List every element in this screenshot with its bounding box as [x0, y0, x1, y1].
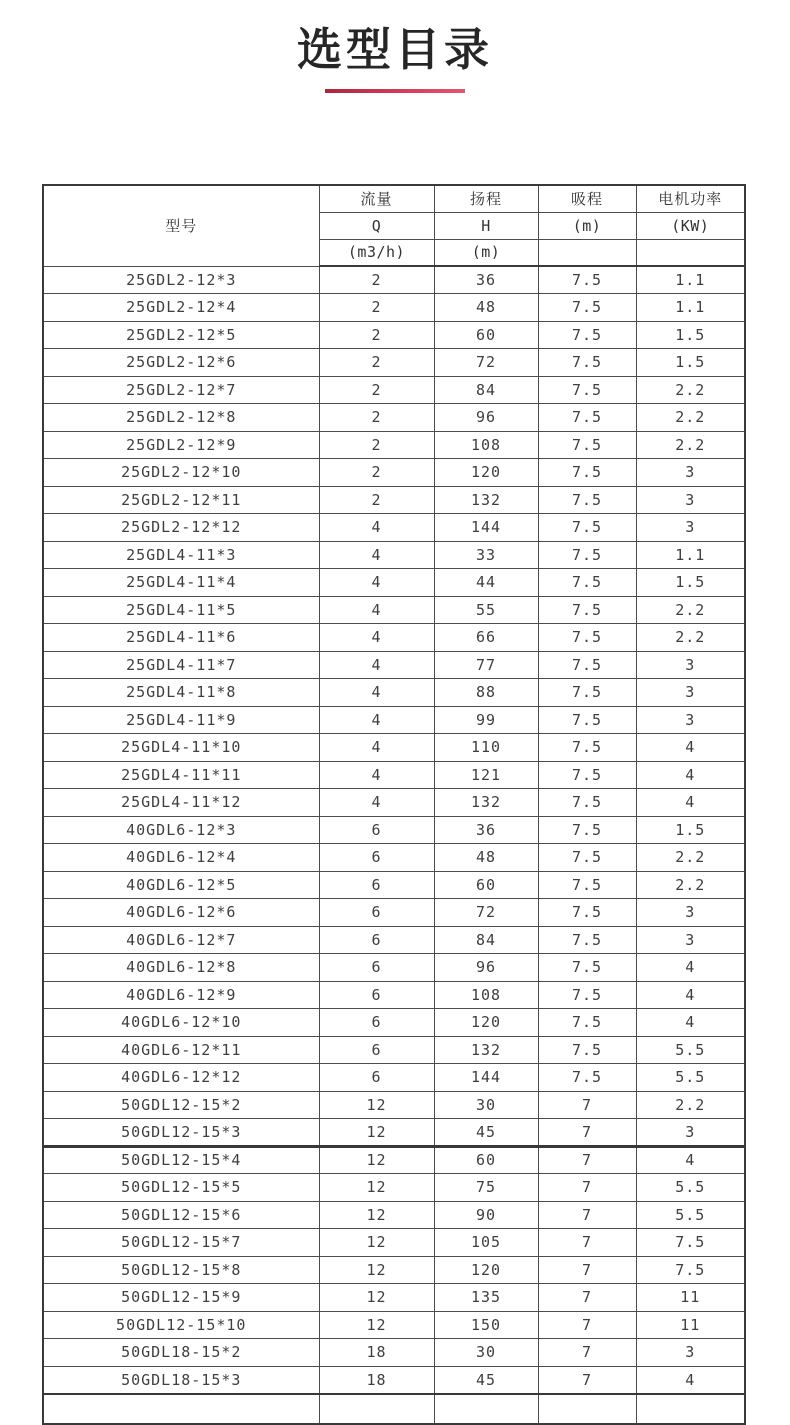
flow-cell: 4 [319, 624, 434, 652]
model-cell: 25GDL2-12*10 [43, 459, 319, 487]
flow-cell: 6 [319, 1036, 434, 1064]
suction-cell: 7.5 [538, 514, 636, 542]
suction-cell: 7 [538, 1091, 636, 1119]
model-cell: 50GDL12-15*7 [43, 1229, 319, 1257]
flow-cell: 6 [319, 981, 434, 1009]
power-cell: 3 [636, 651, 745, 679]
suction-cell: 7 [538, 1201, 636, 1229]
suction-cell: 7.5 [538, 376, 636, 404]
model-cell: 25GDL4-11*9 [43, 706, 319, 734]
head-cell: 120 [434, 1256, 538, 1284]
header-suction-unit: (m) [538, 212, 636, 239]
table-row [43, 926, 745, 954]
power-cell: 5.5 [636, 1174, 745, 1202]
flow-cell: 12 [319, 1119, 434, 1147]
table-row [43, 376, 745, 404]
table-row [43, 1366, 745, 1394]
table-row [43, 266, 745, 294]
model-cell: 50GDL12-15*6 [43, 1201, 319, 1229]
power-cell: 2.2 [636, 624, 745, 652]
suction-cell: 7.5 [538, 871, 636, 899]
suction-cell: 7 [538, 1146, 636, 1174]
power-cell: 2.2 [636, 596, 745, 624]
model-cell: 50GDL12-15*8 [43, 1256, 319, 1284]
header-head-symbol: H [434, 212, 538, 239]
table-row [43, 816, 745, 844]
suction-cell: 7 [538, 1174, 636, 1202]
model-cell: 25GDL2-12*9 [43, 431, 319, 459]
power-cell: 2.2 [636, 431, 745, 459]
model-cell: 25GDL4-11*12 [43, 789, 319, 817]
power-cell: 7.5 [636, 1229, 745, 1257]
table-row [43, 459, 745, 487]
power-cell: 3 [636, 514, 745, 542]
flow-cell: 4 [319, 706, 434, 734]
header-empty-cell [636, 239, 745, 266]
power-cell: 1.1 [636, 266, 745, 294]
power-cell: 4 [636, 761, 745, 789]
header-model: 型号 [43, 185, 319, 266]
model-cell: 25GDL2-12*3 [43, 266, 319, 294]
table-row [43, 844, 745, 872]
table-row [43, 899, 745, 927]
table-row [43, 1256, 745, 1284]
header-row-names [43, 185, 745, 212]
model-cell: 50GDL12-15*2 [43, 1091, 319, 1119]
flow-cell: 6 [319, 871, 434, 899]
suction-cell: 7.5 [538, 844, 636, 872]
head-cell: 72 [434, 349, 538, 377]
header-flow-symbol: Q [319, 212, 434, 239]
table-row [43, 1036, 745, 1064]
table-row [43, 1091, 745, 1119]
suction-cell: 7.5 [538, 624, 636, 652]
head-cell: 30 [434, 1091, 538, 1119]
flow-cell: 6 [319, 954, 434, 982]
flow-cell: 4 [319, 651, 434, 679]
table-row [43, 789, 745, 817]
head-cell: 120 [434, 459, 538, 487]
head-cell: 105 [434, 1229, 538, 1257]
model-cell: 25GDL2-12*6 [43, 349, 319, 377]
power-cell: 3 [636, 486, 745, 514]
header-empty-cell [538, 239, 636, 266]
empty-cell [434, 1394, 538, 1424]
head-cell: 96 [434, 954, 538, 982]
table-row [43, 1064, 745, 1092]
table-row [43, 624, 745, 652]
table-row [43, 294, 745, 322]
suction-cell: 7.5 [538, 926, 636, 954]
power-cell: 3 [636, 459, 745, 487]
head-cell: 88 [434, 679, 538, 707]
flow-cell: 6 [319, 816, 434, 844]
suction-cell: 7.5 [538, 596, 636, 624]
model-cell: 25GDL4-11*3 [43, 541, 319, 569]
table-row [43, 1174, 745, 1202]
head-cell: 110 [434, 734, 538, 762]
table-row [43, 431, 745, 459]
power-cell: 4 [636, 789, 745, 817]
model-cell: 40GDL6-12*4 [43, 844, 319, 872]
power-cell: 1.5 [636, 569, 745, 597]
table-row [43, 1229, 745, 1257]
table-row [43, 1146, 745, 1174]
suction-cell: 7.5 [538, 404, 636, 432]
suction-cell: 7 [538, 1311, 636, 1339]
suction-cell: 7.5 [538, 899, 636, 927]
model-cell: 40GDL6-12*6 [43, 899, 319, 927]
head-cell: 45 [434, 1366, 538, 1394]
flow-cell: 18 [319, 1366, 434, 1394]
head-cell: 120 [434, 1009, 538, 1037]
power-cell: 4 [636, 954, 745, 982]
model-cell: 50GDL12-15*9 [43, 1284, 319, 1312]
power-cell: 4 [636, 1366, 745, 1394]
power-cell: 3 [636, 926, 745, 954]
head-cell: 132 [434, 1036, 538, 1064]
header-flow-unit: (m3/h) [319, 239, 434, 266]
head-cell: 36 [434, 816, 538, 844]
flow-cell: 4 [319, 761, 434, 789]
head-cell: 132 [434, 789, 538, 817]
header-head-name: 扬程 [434, 185, 538, 212]
power-cell: 7.5 [636, 1256, 745, 1284]
flow-cell: 4 [319, 569, 434, 597]
suction-cell: 7 [538, 1256, 636, 1284]
table-row [43, 1009, 745, 1037]
suction-cell: 7.5 [538, 1009, 636, 1037]
power-cell: 3 [636, 1119, 745, 1147]
suction-cell: 7 [538, 1229, 636, 1257]
table-row [43, 514, 745, 542]
suction-cell: 7.5 [538, 954, 636, 982]
suction-cell: 7.5 [538, 816, 636, 844]
model-cell: 50GDL12-15*4 [43, 1146, 319, 1174]
header-power-name: 电机功率 [636, 185, 745, 212]
table-row [43, 349, 745, 377]
suction-cell: 7.5 [538, 431, 636, 459]
model-cell: 25GDL2-12*11 [43, 486, 319, 514]
head-cell: 45 [434, 1119, 538, 1147]
table-row [43, 1339, 745, 1367]
table-body [43, 266, 745, 1394]
suction-cell: 7.5 [538, 734, 636, 762]
flow-cell: 12 [319, 1256, 434, 1284]
suction-cell: 7.5 [538, 789, 636, 817]
table-row [43, 734, 745, 762]
head-cell: 77 [434, 651, 538, 679]
head-cell: 150 [434, 1311, 538, 1339]
model-cell: 25GDL4-11*4 [43, 569, 319, 597]
head-cell: 66 [434, 624, 538, 652]
suction-cell: 7.5 [538, 761, 636, 789]
flow-cell: 12 [319, 1229, 434, 1257]
head-cell: 36 [434, 266, 538, 294]
model-cell: 25GDL4-11*11 [43, 761, 319, 789]
table-row [43, 1119, 745, 1147]
power-cell: 3 [636, 899, 745, 927]
model-cell: 50GDL12-15*10 [43, 1311, 319, 1339]
flow-cell: 6 [319, 926, 434, 954]
suction-cell: 7 [538, 1119, 636, 1147]
power-cell: 1.5 [636, 816, 745, 844]
flow-cell: 2 [319, 431, 434, 459]
head-cell: 96 [434, 404, 538, 432]
model-cell: 50GDL18-15*3 [43, 1366, 319, 1394]
power-cell: 1.5 [636, 349, 745, 377]
table-row [43, 954, 745, 982]
suction-cell: 7.5 [538, 541, 636, 569]
head-cell: 99 [434, 706, 538, 734]
power-cell: 3 [636, 706, 745, 734]
flow-cell: 6 [319, 1064, 434, 1092]
model-cell: 40GDL6-12*7 [43, 926, 319, 954]
model-cell: 25GDL4-11*10 [43, 734, 319, 762]
table-row [43, 1311, 745, 1339]
flow-cell: 4 [319, 734, 434, 762]
model-cell: 40GDL6-12*12 [43, 1064, 319, 1092]
head-cell: 144 [434, 514, 538, 542]
suction-cell: 7.5 [538, 981, 636, 1009]
head-cell: 60 [434, 871, 538, 899]
suction-cell: 7 [538, 1284, 636, 1312]
flow-cell: 4 [319, 789, 434, 817]
head-cell: 135 [434, 1284, 538, 1312]
model-cell: 50GDL12-15*5 [43, 1174, 319, 1202]
model-cell: 40GDL6-12*9 [43, 981, 319, 1009]
head-cell: 144 [434, 1064, 538, 1092]
power-cell: 1.5 [636, 321, 745, 349]
power-cell: 4 [636, 981, 745, 1009]
header-suction-name: 吸程 [538, 185, 636, 212]
power-cell: 4 [636, 1009, 745, 1037]
power-cell: 1.1 [636, 294, 745, 322]
suction-cell: 7.5 [538, 321, 636, 349]
suction-cell: 7.5 [538, 1064, 636, 1092]
suction-cell: 7.5 [538, 651, 636, 679]
flow-cell: 4 [319, 596, 434, 624]
model-cell: 25GDL2-12*8 [43, 404, 319, 432]
flow-cell: 2 [319, 459, 434, 487]
flow-cell: 4 [319, 541, 434, 569]
head-cell: 33 [434, 541, 538, 569]
power-cell: 5.5 [636, 1201, 745, 1229]
power-cell: 1.1 [636, 541, 745, 569]
model-cell: 40GDL6-12*3 [43, 816, 319, 844]
flow-cell: 12 [319, 1146, 434, 1174]
header-power-unit: (KW) [636, 212, 745, 239]
page-title: 选型目录 [296, 23, 493, 76]
header-flow-name: 流量 [319, 185, 434, 212]
suction-cell: 7.5 [538, 679, 636, 707]
power-cell: 2.2 [636, 1091, 745, 1119]
flow-cell: 6 [319, 1009, 434, 1037]
model-cell: 50GDL12-15*3 [43, 1119, 319, 1147]
table-footer [43, 1394, 745, 1424]
flow-cell: 2 [319, 404, 434, 432]
flow-cell: 6 [319, 899, 434, 927]
head-cell: 108 [434, 981, 538, 1009]
model-cell: 50GDL18-15*2 [43, 1339, 319, 1367]
table-row [43, 651, 745, 679]
model-cell: 25GDL4-11*6 [43, 624, 319, 652]
power-cell: 4 [636, 734, 745, 762]
head-cell: 84 [434, 926, 538, 954]
head-cell: 60 [434, 321, 538, 349]
head-cell: 84 [434, 376, 538, 404]
model-cell: 40GDL6-12*11 [43, 1036, 319, 1064]
head-cell: 72 [434, 899, 538, 927]
table-row [43, 1284, 745, 1312]
flow-cell: 12 [319, 1311, 434, 1339]
model-cell: 25GDL2-12*4 [43, 294, 319, 322]
model-cell: 25GDL2-12*7 [43, 376, 319, 404]
model-cell: 25GDL4-11*7 [43, 651, 319, 679]
flow-cell: 2 [319, 321, 434, 349]
model-cell: 25GDL2-12*5 [43, 321, 319, 349]
head-cell: 55 [434, 596, 538, 624]
table-row [43, 679, 745, 707]
flow-cell: 2 [319, 376, 434, 404]
model-cell: 40GDL6-12*8 [43, 954, 319, 982]
flow-cell: 12 [319, 1091, 434, 1119]
head-cell: 132 [434, 486, 538, 514]
flow-cell: 4 [319, 514, 434, 542]
power-cell: 2.2 [636, 871, 745, 899]
table-row [43, 321, 745, 349]
power-cell: 4 [636, 1146, 745, 1174]
suction-cell: 7.5 [538, 569, 636, 597]
flow-cell: 12 [319, 1201, 434, 1229]
table-header [43, 185, 745, 266]
empty-cell [319, 1394, 434, 1424]
flow-cell: 2 [319, 349, 434, 377]
head-cell: 90 [434, 1201, 538, 1229]
power-cell: 2.2 [636, 376, 745, 404]
table-row [43, 981, 745, 1009]
flow-cell: 12 [319, 1174, 434, 1202]
power-cell: 5.5 [636, 1036, 745, 1064]
flow-cell: 18 [319, 1339, 434, 1367]
suction-cell: 7.5 [538, 486, 636, 514]
suction-cell: 7.5 [538, 294, 636, 322]
header-head-unit: (m) [434, 239, 538, 266]
table-row [43, 761, 745, 789]
table-row [43, 569, 745, 597]
head-cell: 60 [434, 1146, 538, 1174]
table-row [43, 404, 745, 432]
model-cell: 25GDL2-12*12 [43, 514, 319, 542]
head-cell: 44 [434, 569, 538, 597]
power-cell: 5.5 [636, 1064, 745, 1092]
empty-cell [538, 1394, 636, 1424]
model-cell: 40GDL6-12*5 [43, 871, 319, 899]
flow-cell: 4 [319, 679, 434, 707]
table-row [43, 1201, 745, 1229]
power-cell: 11 [636, 1311, 745, 1339]
head-cell: 48 [434, 294, 538, 322]
head-cell: 75 [434, 1174, 538, 1202]
flow-cell: 12 [319, 1284, 434, 1312]
flow-cell: 2 [319, 294, 434, 322]
head-cell: 48 [434, 844, 538, 872]
table-row [43, 706, 745, 734]
suction-cell: 7.5 [538, 459, 636, 487]
suction-cell: 7.5 [538, 706, 636, 734]
power-cell: 3 [636, 679, 745, 707]
flow-cell: 2 [319, 486, 434, 514]
power-cell: 3 [636, 1339, 745, 1367]
power-cell: 2.2 [636, 404, 745, 432]
suction-cell: 7.5 [538, 1036, 636, 1064]
power-cell: 11 [636, 1284, 745, 1312]
selection-catalog-table [42, 184, 746, 1425]
head-cell: 108 [434, 431, 538, 459]
table-row [43, 596, 745, 624]
table-row [43, 541, 745, 569]
head-cell: 30 [434, 1339, 538, 1367]
model-cell: 40GDL6-12*10 [43, 1009, 319, 1037]
flow-cell: 6 [319, 844, 434, 872]
flow-cell: 2 [319, 266, 434, 294]
suction-cell: 7 [538, 1366, 636, 1394]
table-row [43, 486, 745, 514]
power-cell: 2.2 [636, 844, 745, 872]
head-cell: 121 [434, 761, 538, 789]
suction-cell: 7.5 [538, 266, 636, 294]
model-cell: 25GDL4-11*8 [43, 679, 319, 707]
title-underline-bar [325, 89, 465, 93]
suction-cell: 7 [538, 1339, 636, 1367]
model-cell: 25GDL4-11*5 [43, 596, 319, 624]
table-row [43, 871, 745, 899]
suction-cell: 7.5 [538, 349, 636, 377]
empty-cell [636, 1394, 745, 1424]
empty-cell [43, 1394, 319, 1424]
partial-next-row [43, 1394, 745, 1424]
